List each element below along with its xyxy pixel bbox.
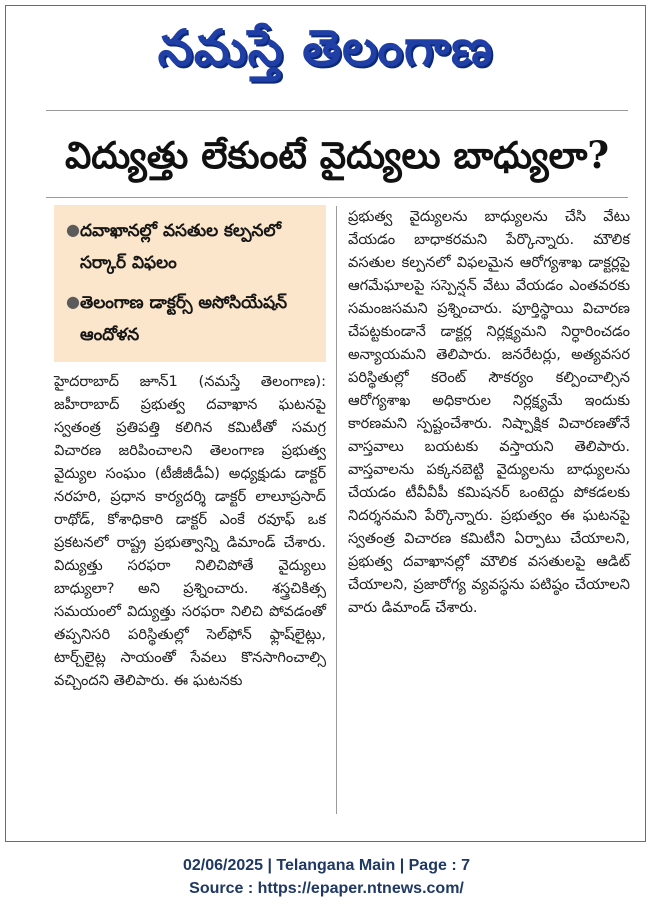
clipping-frame	[5, 5, 646, 842]
column-divider	[336, 206, 337, 814]
highlight-text: తెలంగాణ డాక్టర్స్ అసోసియేషన్ ఆందోళన	[80, 293, 287, 345]
highlights-box	[54, 205, 326, 362]
article-body-left: హైదరాబాద్ జూన్1 (నమస్తే తెలంగాణ): జహీరాబాద్ ప్రభుత్వ దవాఖాన ఘటనపై స్వతంత్ర ప్రతిపత్తి కలిగిన కమిటీతో సమగ్ర విచారణ జరిపించాలని తెలంగాణ ప్రభుత్వ వైద్యుల సంఘం (టీజీజీడీఏ) అధ్యక్షుడు డాక్టర్ నరహరి, ప్రధాన కార్యదర్శి డాక్టర్ లాలూప్రసాద్ రాథోడ్, కోశాధికారి డాక్టర్ ఎంకే రవూఫ్ ఒక ప్రకటనలో రాష్ట్ర ప్రభుత్వాన్ని డిమాండ్ చేశారు. విద్యుత్తు సరఫరా నిలిచిపోతే వైద్యులు బాధ్యులా? అని ప్రశ్నించారు. శస్త్రచికిత్స సమయంలో విద్యుత్తు సరఫరా నిలిచి పోవడంతో తప్పనిసరి పరిస్థితుల్లో సెల్‌ఫోన్ ఫ్లాష్‌లైట్లు, టార్చ్‌లైట్ల సాయంతో సేవలు కొనసాగించాల్సి వచ్చిందని తెలిపారు. ఈ ఘటనకు	[54, 373, 326, 689]
headline-top-rule	[46, 110, 628, 111]
newspaper-masthead: నమస్తే తెలంగాణ	[157, 18, 494, 77]
headline-bottom-rule	[46, 197, 628, 198]
highlight-text: దవాఖానల్లో వసతుల కల్పనలో సర్కార్ విఫలం	[80, 221, 281, 273]
article-headline: విద్యుత్తు లేకుంటే వైద్యులు బాధ్యులా?	[64, 133, 610, 177]
bullet-icon: ●	[66, 292, 80, 311]
bullet-icon: ●	[66, 220, 80, 239]
footer-date-page: 02/06/2025 | Telangana Main | Page : 7	[182, 857, 470, 874]
footer-source: Source : https://epaper.ntnews.com/	[189, 880, 464, 897]
article-body-right: ప్రభుత్వ వైద్యులను బాధ్యులను చేసి వేటు వేయడం బాధాకరమని పేర్కొన్నారు. మౌలిక వసతుల కల్పనలో విఫలమైన ఆరోగ్యశాఖ డాక్టర్లపై ఆగమేఘాలపై సస్పెన్షన్ వేటు వేయడం ఎంతవరకు సమంజసమని ప్రశ్నించారు. పూర్తిస్థాయి విచారణ చేపట్టకుండానే డాక్టర్ల నిర్లక్ష్యమని నిర్ధారించడం అన్యాయమని తెలిపారు. జనరేటర్లు, అత్యవసర పరిస్థితుల్లో కరెంట్ సౌకర్యం కల్పించాల్సిన ఆరోగ్యశాఖ అధికారుల నిర్లక్ష్యమే ఇందుకు కారణమని స్పష్టంచేశారు. నిష్పాక్షిక విచారణతోనే వాస్తవాలు బయటకు వస్తాయని తెలిపారు. వాస్తవాలను పక్కనబెట్టి వైద్యులను బాధ్యులను చేయడం టీవీవీపీ కమిషనర్ ఒంటెద్దు పోకడలకు నిదర్శనమని పేర్కొన్నారు. ప్రభుత్వం ఈ ఘటనపై స్వతంత్ర విచారణ కమిటీని ఏర్పాటు చేయాలని, ప్రభుత్వ దవాఖానల్లో మౌలిక వసతులపై ఆడిట్ చేయాలని, ప్రజారోగ్య వ్యవస్థను పటిష్ఠం చేయాలని వారు డిమాండ్ చేశారు.	[348, 208, 630, 616]
highlight-item	[66, 215, 320, 279]
highlight-item	[66, 287, 320, 351]
